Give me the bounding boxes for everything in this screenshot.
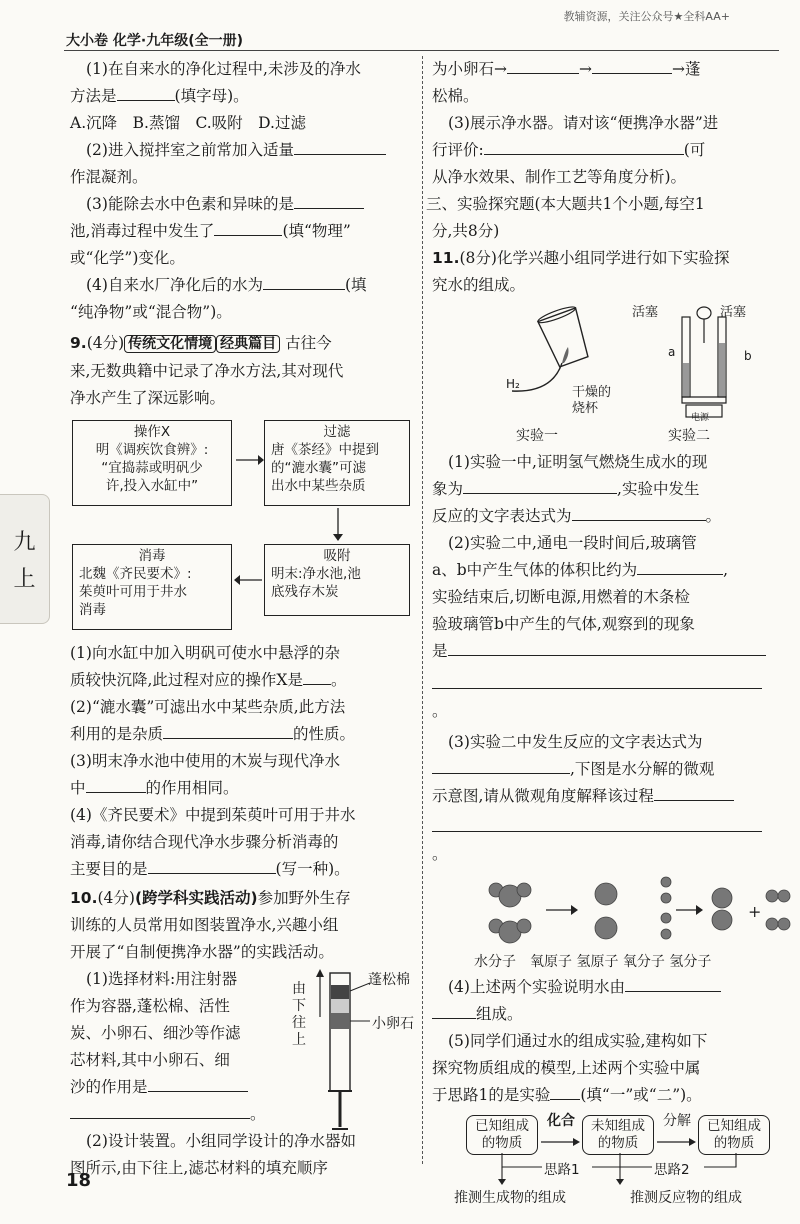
q11-sub2-line6: 。: [432, 671, 777, 725]
label-pebbles: 小卵石: [372, 1016, 414, 1032]
q10-answer-blank-4[interactable]: [484, 138, 684, 155]
q8-sub3-line1: (3)能除去水中色素和异味的是: [70, 191, 415, 218]
q9-answer-blank-4[interactable]: [148, 857, 276, 874]
flow-arrow-right-icon: [234, 450, 264, 470]
q11-answer-blank-7[interactable]: [625, 975, 721, 992]
q11-answer-blank-3[interactable]: [637, 558, 723, 575]
side-tab-char-1: 九: [13, 530, 36, 555]
q11-answer-blank-2[interactable]: [572, 504, 706, 521]
flow-arrow-left-icon: [234, 570, 264, 590]
path-1-label: 思路1: [544, 1162, 580, 1178]
q8-sub2-line1: (2)进入搅拌室之前常加入适量: [70, 137, 415, 164]
question-8-continued: [70, 56, 415, 326]
q11-answer-blank-6b[interactable]: [432, 815, 762, 832]
flow-arrow-down-icon: [328, 508, 348, 542]
q8-options: A.沉降 B.蒸馏 C.吸附 D.过滤: [70, 114, 306, 132]
q11-answer-blank-6[interactable]: [654, 784, 734, 801]
q10-intro-line3: 开展了“自制便携净水器”的实践活动。: [70, 943, 334, 961]
h2-label: H₂: [506, 377, 520, 391]
valve-label-left: 活塞: [632, 305, 659, 320]
q10-order-line2: 松棉。: [432, 87, 479, 105]
q10-intro-line1: 10.(4分)(跨学科实践活动)参加野外生存: [70, 889, 351, 907]
column-divider: [422, 56, 423, 1164]
flow-box-filtration-title: 过滤: [323, 424, 351, 440]
dry-beaker-label: 干燥的 烧杯: [572, 385, 612, 416]
q9-answer-blank-1[interactable]: [303, 668, 331, 685]
flow-box-adsorption: 吸附 明末:净水池,池 底残存木炭: [264, 544, 410, 616]
q10-sub3-line3: 从净水效果、制作工艺等角度分析)。: [432, 168, 687, 186]
q11-sub2-line5: 是: [432, 638, 777, 665]
q11-sub1-line3: 反应的文字表达式为 。: [432, 503, 777, 530]
flow-box-filtration: 过滤 唐《茶经》中提到 的“漉水囊”可滤 出水中某些杂质: [264, 420, 410, 506]
q11-answer-blank-5[interactable]: [432, 757, 570, 774]
q8-answer-blank-1[interactable]: [117, 84, 175, 101]
right-arrow-icon: [657, 1137, 697, 1147]
q9-tag-classic: 经典篇目: [216, 335, 280, 353]
q9-intro-line1: 9.(4分) 传统文化情境 经典篇目 古往今: [70, 334, 332, 352]
q10-sub2-line2: 图所示,由下往上,滤芯材料的填充顺序: [70, 1159, 328, 1177]
q11-sub3-line1: (3)实验二中发生反应的文字表达式为: [448, 733, 703, 751]
right-arrow-icon: [541, 1137, 581, 1147]
q8-sub1-line2: 方法是 (填字母)。: [70, 83, 415, 110]
q10-tag: (跨学科实践活动): [134, 889, 258, 907]
model-arrow-decompose: 分解: [656, 1113, 698, 1156]
q10-sub1-line3: 炭、小卵石、细沙等作滤: [70, 1024, 241, 1042]
model-box-known-1: 已知组成 的物质: [466, 1115, 538, 1155]
path-brackets-icon: [442, 1153, 782, 1185]
q9-sub4-line2: 消毒,请你结合现代净水步骤分析消毒的: [70, 833, 339, 851]
grade-side-tab: [0, 494, 50, 624]
q11-sub2-line1: (2)实验二中,通电一段时间后,玻璃管: [448, 534, 697, 552]
q9-sub4-line3: 主要目的是 (写一种)。: [70, 856, 415, 883]
valve-label-right: 活塞: [720, 305, 747, 320]
q11-sub5-line2: 探究物质组成的模型,上述两个实验中属: [432, 1059, 701, 1077]
water-decomposition-diagram: [432, 868, 777, 950]
page-number: 18: [66, 1170, 92, 1191]
q11-answer-blank-8[interactable]: [550, 1083, 580, 1100]
q10-sub1-line1: (1)选择材料:用注射器: [86, 970, 238, 988]
power-supply-label: 电源: [691, 413, 710, 423]
q10-number: 10.: [70, 889, 98, 907]
label-cotton: 蓬松棉: [368, 972, 410, 988]
q10-sub1-line5: 沙的作用是: [70, 1074, 285, 1101]
q9-sub1-line2: 质较快沉降,此过程对应的操作X是 。: [70, 667, 415, 694]
caption-experiment-2: 实验二: [668, 428, 710, 444]
q10-sub2-line1: (2)设计装置。小组同学设计的净水器如: [86, 1132, 356, 1150]
syringe-icon: [310, 967, 370, 1137]
q9-sub2-line1: (2)“漉水囊”可滤出水中某些杂质,此方法: [70, 698, 346, 716]
q8-answer-blank-5[interactable]: [263, 273, 345, 290]
model-box-known-2: 已知组成 的物质: [698, 1115, 770, 1155]
flow-box-disinfection: 消毒 北魏《齐民要术》: 茱萸叶可用于井水 消毒: [72, 544, 232, 630]
q8-sub1-line1: (1)在自来水的净化过程中,未涉及的净水: [86, 60, 361, 78]
q8-answer-blank-4[interactable]: [214, 219, 282, 236]
watermark-text: 教辅资源，关注公众号★全科AA+: [563, 10, 730, 23]
q11-answer-blank-4b[interactable]: [432, 672, 762, 689]
q11-number: 11.: [432, 249, 460, 267]
q10-sub1-line6: 。: [70, 1101, 285, 1128]
q11-sub3-line3: 示意图,请从微观角度解释该过程: [432, 783, 777, 810]
molecule-legend-labels: 水分子 氧原子 氢原子 氧分子 氢分子: [474, 954, 712, 970]
tube-a-label: a: [668, 345, 676, 359]
q11-sub4-line2: 组成。: [432, 1001, 777, 1028]
q9-sub3-line2: 中 的作用相同。: [70, 775, 415, 802]
q8-sub2-line2: 作混凝剂。: [70, 168, 148, 186]
q11-answer-blank-1[interactable]: [463, 477, 617, 494]
q11-experiment-figures: [432, 299, 777, 449]
q11-sub1-line1: (1)实验一中,证明氢气燃烧生成水的现: [448, 453, 708, 471]
q11-sub3-line2: ,下图是水分解的微观: [432, 756, 777, 783]
q11-answer-blank-7b[interactable]: [432, 1002, 476, 1019]
flow-box-operation-x: 操作X 明《调疾饮食辨》: “宜捣蒜或明矾少 许,投入水缸中”: [72, 420, 232, 506]
q10-order-line1: 为小卵石→ → →蓬: [432, 56, 777, 83]
flow-box-disinfection-title: 消毒: [138, 548, 166, 564]
model-arrow-combine: 化合: [540, 1113, 582, 1156]
q11-sub4-line1: (4)上述两个实验说明水由: [432, 974, 777, 1001]
q11-sub2-line4: 验玻璃管b中产生的气体,观察到的现象: [432, 615, 695, 633]
q11-intro-line2: 究水的组成。: [432, 276, 526, 294]
q10-answer-blank-1[interactable]: [148, 1075, 248, 1092]
q11-sub3-line4: 。: [432, 814, 777, 868]
syringe-figure: [292, 967, 417, 1137]
model-caption-products: 推测生成物的组成: [454, 1190, 566, 1206]
q9-answer-blank-3[interactable]: [86, 776, 146, 793]
q10-sub1-line2: 作为容器,蓬松棉、活性: [70, 997, 230, 1015]
q8-sub3-line2: 池,消毒过程中发生了 (填“物理”: [70, 218, 415, 245]
model-caption-reactants: 推测反应物的组成: [630, 1190, 742, 1206]
plus-sign: +: [748, 902, 762, 921]
q10-answer-blank-1b[interactable]: [70, 1102, 250, 1119]
q8-sub4-line2: “纯净物”或“混合物”)。: [70, 303, 232, 321]
section-3-title-line1: 三、实验探究题(本大题共1个小题,每空1: [426, 195, 705, 213]
flow-box-operation-x-title: 操作X: [133, 424, 171, 440]
caption-experiment-1: 实验一: [516, 428, 558, 444]
left-column: [70, 56, 415, 1182]
side-tab-char-2: 上: [13, 567, 36, 592]
q9-intro-line3: 净水产生了深远影响。: [70, 389, 226, 407]
right-column: [426, 56, 777, 1206]
q8-answer-blank-3[interactable]: [294, 192, 364, 209]
header-rule: [64, 50, 779, 51]
q10-answer-blank-2[interactable]: [507, 57, 579, 74]
q10-answer-blank-3[interactable]: [592, 57, 672, 74]
filter-direction-label: 由下往上: [292, 981, 306, 1048]
q9-sub4-line1: (4)《齐民要术》中提到茱萸叶可用于井水: [70, 806, 356, 824]
q9-sub1-line1: (1)向水缸中加入明矾可使水中悬浮的杂: [70, 644, 340, 662]
q11-sub5-line3: 于思路1的是实验 (填“一”或“二”)。: [432, 1082, 777, 1109]
question-11: [432, 245, 777, 1206]
book-title: 大小卷 化学·九年级(全一册): [66, 33, 243, 49]
q9-number: 9.: [70, 334, 87, 352]
q9-intro-line2: 来,无数典籍中记录了净水方法,其对现代: [70, 362, 344, 380]
q9-answer-blank-2[interactable]: [163, 722, 293, 739]
q10-sub3-line1: (3)展示净水器。请对该“便携净水器”进: [448, 114, 719, 132]
model-box-unknown: 未知组成 的物质: [582, 1115, 654, 1155]
section-3-heading: [426, 191, 777, 245]
q11-intro-line1: 11.(8分)化学兴趣小组同学进行如下实验探: [432, 249, 730, 267]
q8-answer-blank-2[interactable]: [294, 138, 386, 155]
q11-answer-blank-4[interactable]: [448, 639, 766, 656]
q11-sub5-line1: (5)同学们通过水的组成实验,建构如下: [448, 1032, 708, 1050]
q11-sub1-line2: 象为 ,实验中发生: [432, 476, 777, 503]
q9-sub3-line1: (3)明末净水池中使用的木炭与现代净水: [70, 752, 340, 770]
q8-sub3-line3: 或“化学”)变化。: [70, 249, 185, 267]
q9-tag-culture: 传统文化情境: [124, 335, 216, 353]
section-3-title-line2: 分,共8分): [432, 222, 500, 240]
q10-sub3-line2: 行评价: (可: [432, 137, 777, 164]
question-9: [70, 330, 415, 883]
flow-box-adsorption-title: 吸附: [323, 548, 351, 564]
path-2-label: 思路2: [654, 1162, 690, 1178]
q8-sub4-line1: (4)自来水厂净化后的水为 (填: [70, 272, 415, 299]
q9-sub2-line2: 利用的是杂质 的性质。: [70, 721, 415, 748]
question-10-continued: [432, 56, 777, 191]
q10-sub1-line4: 芯材料,其中小卵石、细: [70, 1051, 230, 1069]
tube-b-label: b: [744, 349, 752, 363]
q9-flow-diagram: [70, 416, 415, 640]
q10-intro-line2: 训练的人员常用如图装置净水,兴趣小组: [70, 916, 339, 934]
q11-sub2-line3: 实验结束后,切断电源,用燃着的木条检: [432, 588, 690, 606]
composition-model-diagram: [432, 1113, 777, 1206]
q11-sub2-line2: a、b中产生气体的体积比约为 ,: [432, 557, 777, 584]
question-10: [70, 885, 415, 1182]
